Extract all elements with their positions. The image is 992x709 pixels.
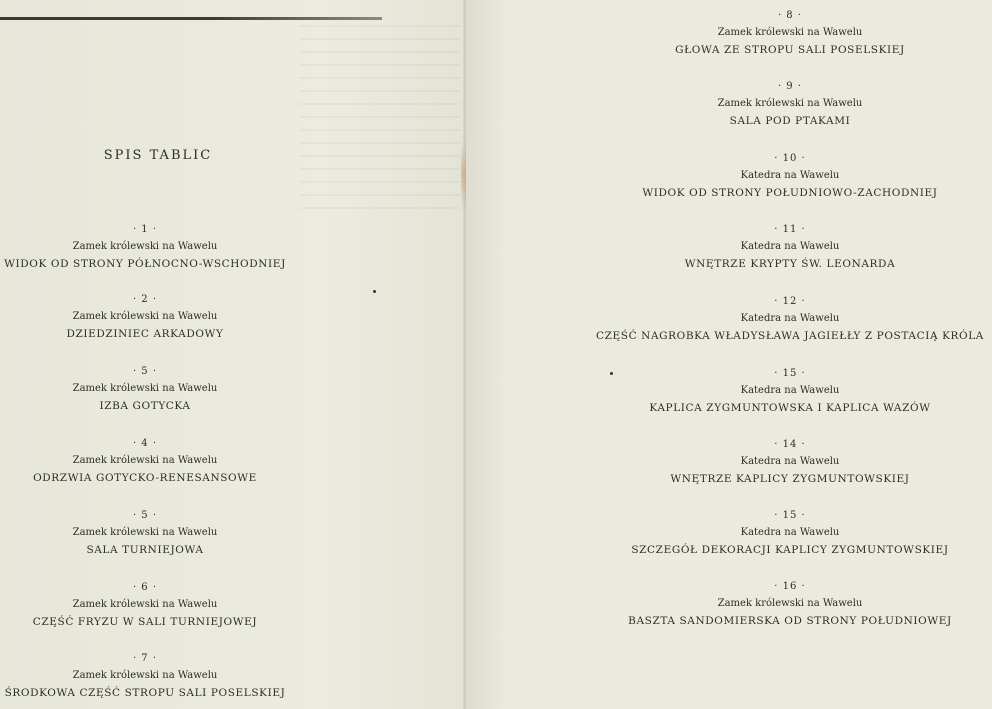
plate-number: · 9 · xyxy=(777,81,803,92)
left-page xyxy=(0,0,466,709)
plate-title: DZIEDZINIEC ARKADOWY xyxy=(66,328,224,340)
plate-title: CZĘŚĆ FRYZU W SALI TURNIEJOWEJ xyxy=(32,616,258,628)
plate-entry xyxy=(0,580,310,630)
plate-title: SALA TURNIEJOWA xyxy=(86,544,204,556)
plate-entry xyxy=(530,579,992,629)
plate-location: Zamek królewski na Wawelu xyxy=(72,455,218,466)
plate-entry xyxy=(530,8,992,58)
plate-location: Katedra na Wawelu xyxy=(740,385,840,396)
plate-entry xyxy=(0,436,310,486)
plate-title: ŚRODKOWA CZĘŚĆ STROPU SALI POSELSKIEJ xyxy=(4,687,286,699)
plate-number: · 15 · xyxy=(774,368,806,379)
plate-location: Katedra na Wawelu xyxy=(740,456,840,467)
plate-entry xyxy=(530,151,992,201)
plate-title: ODRZWIA GOTYCKO-RENESANSOWE xyxy=(33,472,257,484)
plate-title: WNĘTRZE KRYPTY ŚW. LEONARDA xyxy=(684,258,896,270)
plate-number: · 16 · xyxy=(774,581,806,592)
plate-number: · 5 · xyxy=(132,366,158,377)
plate-title: WIDOK OD STRONY PÓŁNOCNO-WSCHODNIEJ xyxy=(4,258,286,270)
plate-entry xyxy=(530,222,992,272)
plate-location: Katedra na Wawelu xyxy=(740,527,840,538)
plate-title: WIDOK OD STRONY POŁUDNIOWO-ZACHODNIEJ xyxy=(642,187,938,199)
plate-location: Zamek królewski na Wawelu xyxy=(72,670,218,681)
plate-entry xyxy=(530,294,992,344)
plate-number: · 1 · xyxy=(132,224,158,235)
plate-location: Zamek królewski na Wawelu xyxy=(72,241,218,252)
plate-title: BASZTA SANDOMIERSKA OD STRONY POŁUDNIOWEJ xyxy=(628,615,952,627)
plate-title: SZCZEGÓŁ DEKORACJI KAPLICY ZYGMUNTOWSKIEJ xyxy=(631,544,949,556)
plate-number: · 7 · xyxy=(132,653,158,664)
plate-location: Katedra na Wawelu xyxy=(740,170,840,181)
plate-entry xyxy=(0,651,310,701)
plate-title: SALA POD PTAKAMI xyxy=(729,115,851,127)
plate-number: · 14 · xyxy=(774,439,806,450)
plate-number: · 10 · xyxy=(774,153,806,164)
plate-title: CZĘŚĆ NAGROBKA WŁADYSŁAWA JAGIEŁŁY Z POSTACIĄ KRÓLA xyxy=(596,330,984,342)
plate-entry xyxy=(530,79,992,129)
plate-title: GŁOWA ZE STROPU SALI POSELSKIEJ xyxy=(675,44,905,56)
plate-location: Zamek królewski na Wawelu xyxy=(717,27,863,38)
plate-location: Zamek królewski na Wawelu xyxy=(717,598,863,609)
plate-location: Zamek królewski na Wawelu xyxy=(717,98,863,109)
plate-entry xyxy=(530,508,992,558)
plate-entry xyxy=(0,364,310,414)
plate-location: Katedra na Wawelu xyxy=(740,313,840,324)
plate-number: · 6 · xyxy=(132,582,158,593)
plate-title: WNĘTRZE KAPLICY ZYGMUNTOWSKIEJ xyxy=(670,473,910,485)
plate-location: Zamek królewski na Wawelu xyxy=(72,599,218,610)
plate-number: · 8 · xyxy=(777,10,803,21)
plate-entry xyxy=(0,222,310,272)
plate-entry xyxy=(0,292,310,342)
plate-number: · 15 · xyxy=(774,510,806,521)
show-through-text xyxy=(300,25,460,215)
top-rule xyxy=(0,17,382,20)
plate-number: · 11 · xyxy=(774,224,806,235)
plate-entry xyxy=(0,508,310,558)
plate-title: KAPLICA ZYGMUNTOWSKA I KAPLICA WAZÓW xyxy=(649,402,931,414)
plate-number: · 2 · xyxy=(132,294,158,305)
page-heading: SPIS TABLIC xyxy=(103,148,213,163)
plate-location: Katedra na Wawelu xyxy=(740,241,840,252)
plate-title: IZBA GOTYCKA xyxy=(99,400,191,412)
paper-speck xyxy=(610,372,613,375)
plate-entry xyxy=(530,437,992,487)
plate-location: Zamek królewski na Wawelu xyxy=(72,383,218,394)
plate-location: Zamek królewski na Wawelu xyxy=(72,311,218,322)
paper-speck xyxy=(373,290,376,293)
plate-entry xyxy=(530,366,992,416)
plate-number: · 5 · xyxy=(132,510,158,521)
plate-number: · 12 · xyxy=(774,296,806,307)
plate-location: Zamek królewski na Wawelu xyxy=(72,527,218,538)
plate-number: · 4 · xyxy=(132,438,158,449)
